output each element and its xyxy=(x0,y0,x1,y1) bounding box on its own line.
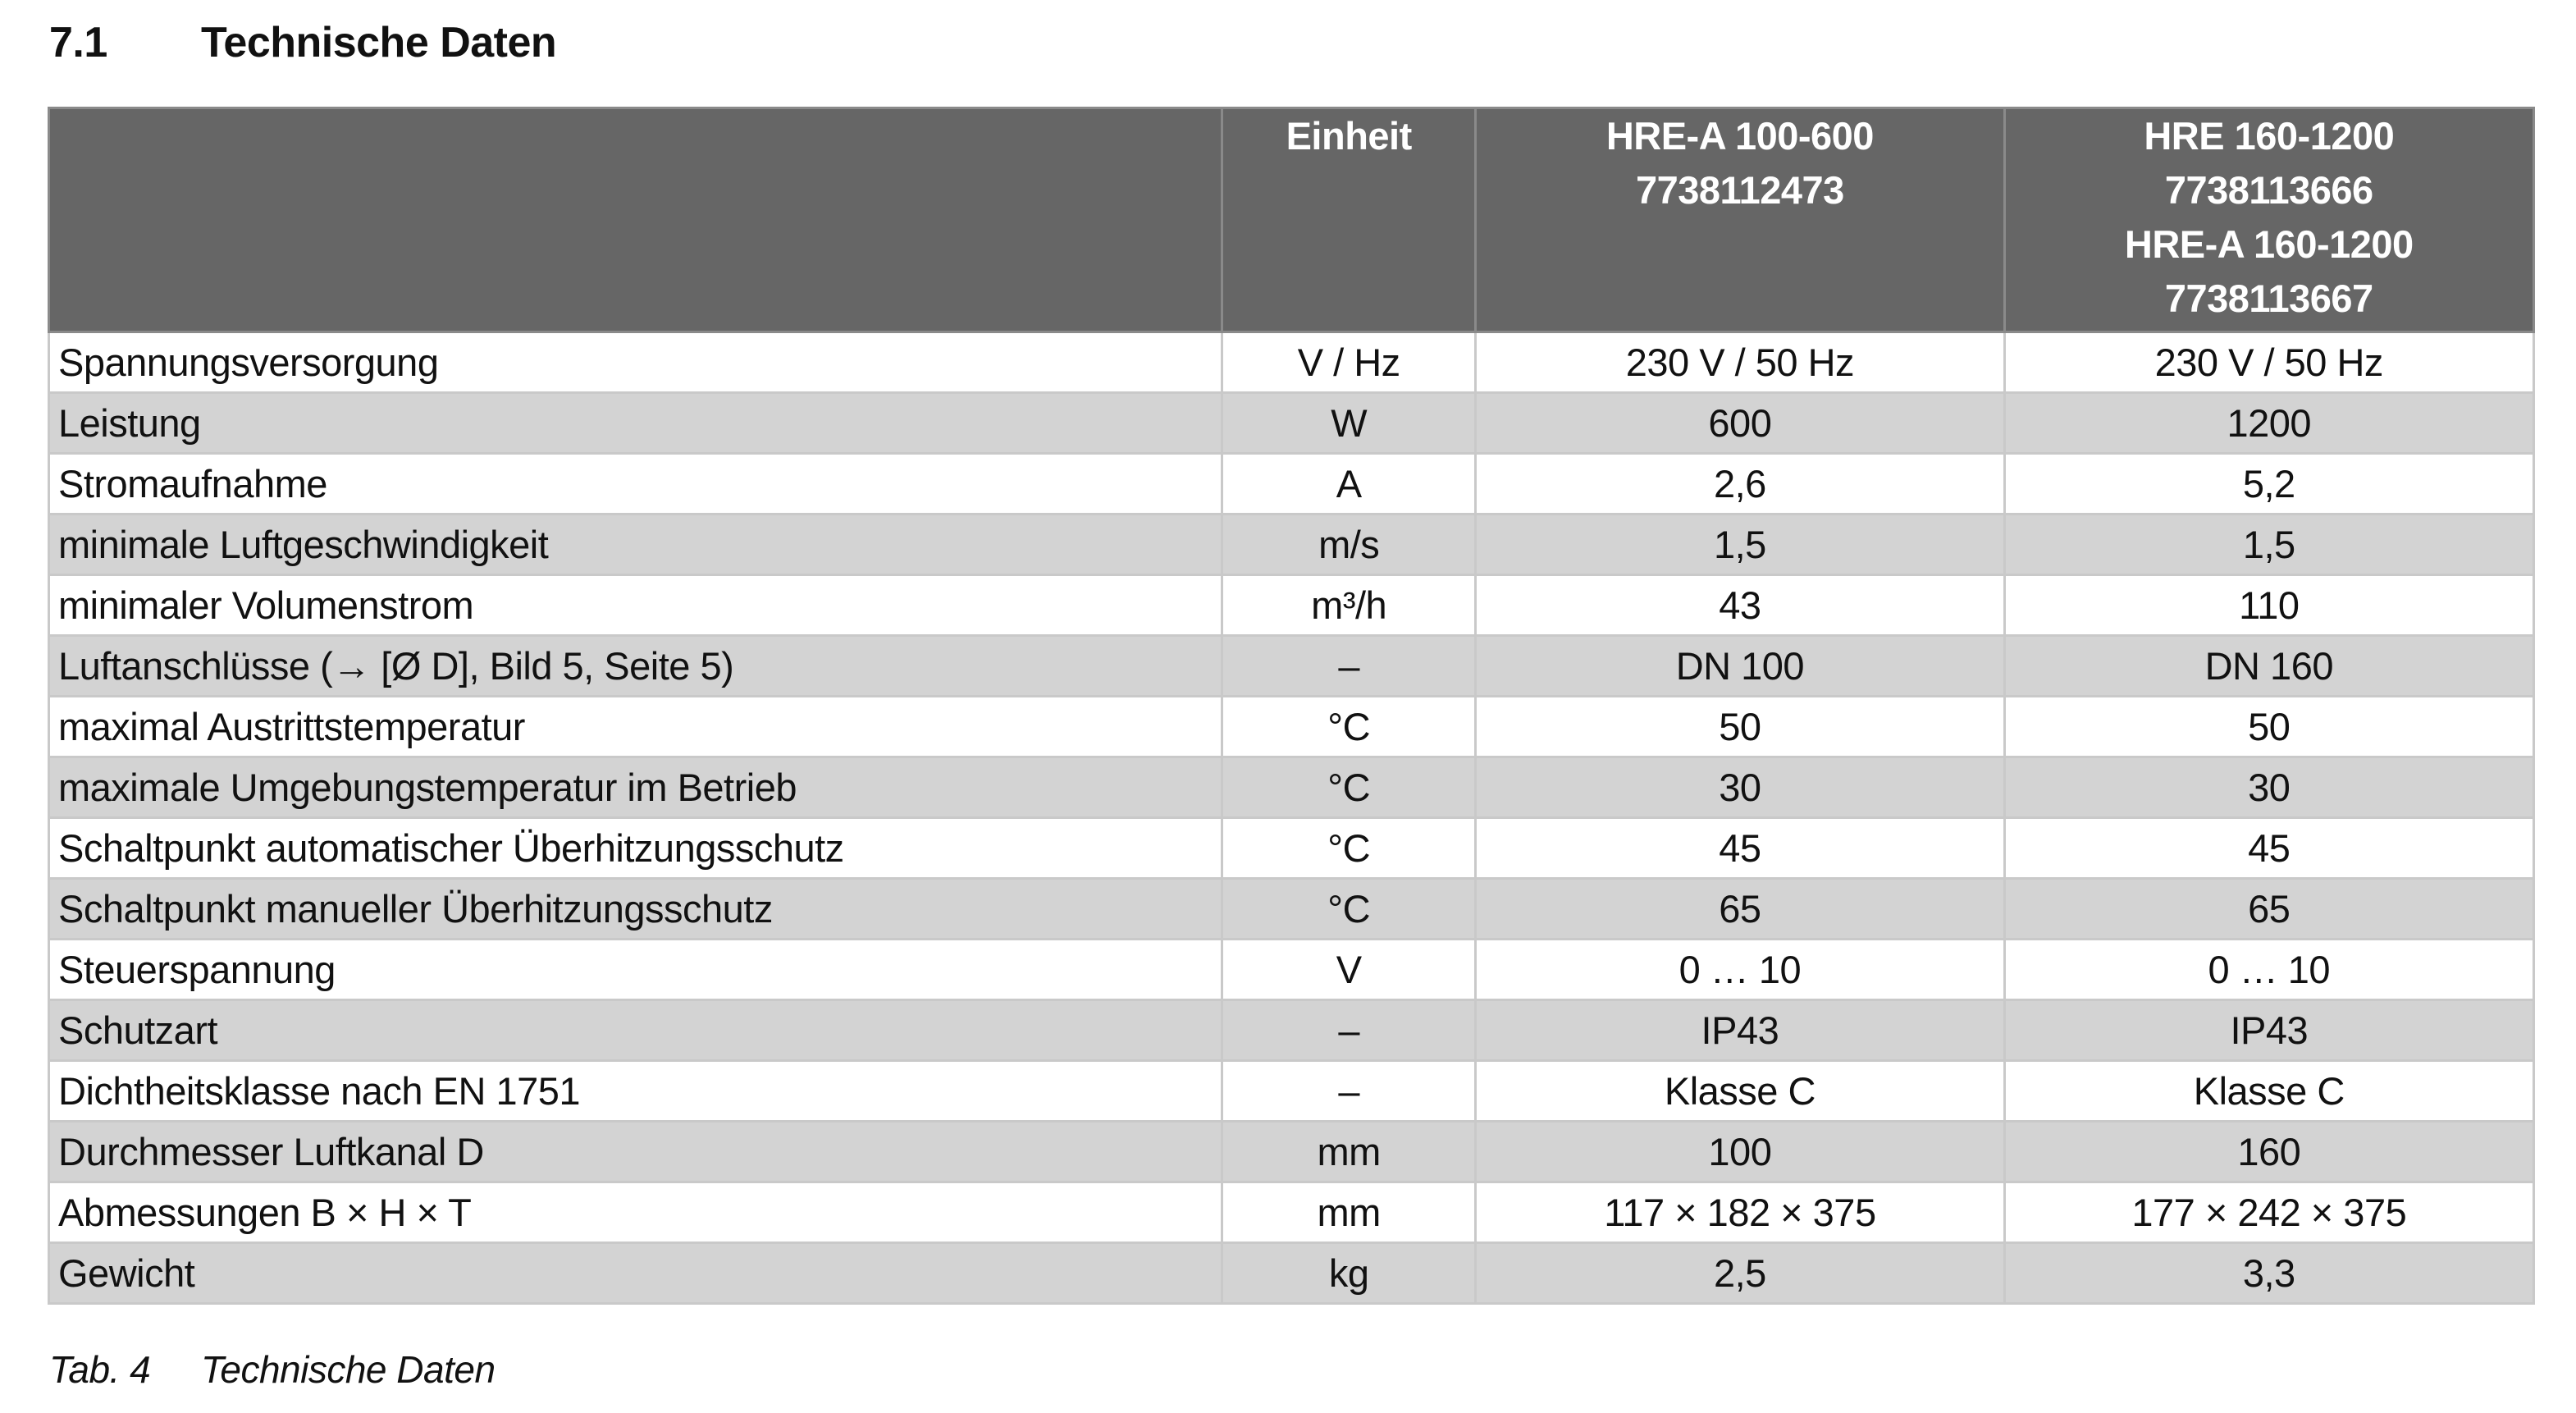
row-value-b: 0 … 10 xyxy=(2004,940,2533,1000)
row-unit: m³/h xyxy=(1222,575,1476,636)
header-model-b xyxy=(2004,108,2533,332)
row-unit: mm xyxy=(1222,1182,1476,1243)
table-header-row xyxy=(49,108,2534,332)
row-label: Luftanschlüsse (→ [Ø D], Bild 5, Seite 5) xyxy=(49,636,1222,697)
row-label: Leistung xyxy=(49,393,1222,454)
row-label: Steuerspannung xyxy=(49,940,1222,1000)
header-model-b-number-1: 7738113666 xyxy=(2164,168,2373,212)
row-value-b: 5,2 xyxy=(2004,454,2533,514)
row-unit: °C xyxy=(1222,697,1476,757)
row-value-a: 600 xyxy=(1476,393,2004,454)
row-value-b: DN 160 xyxy=(2004,636,2533,697)
row-unit: – xyxy=(1222,1000,1476,1061)
row-unit: °C xyxy=(1222,757,1476,818)
row-value-b: IP43 xyxy=(2004,1000,2533,1061)
caption-table-number: Tab. 4 xyxy=(49,1348,151,1391)
header-unit-text: Einheit xyxy=(1286,114,1412,158)
table-caption xyxy=(49,1347,496,1392)
row-value-a: 100 xyxy=(1476,1122,2004,1182)
row-unit: – xyxy=(1222,636,1476,697)
row-label: Schutzart xyxy=(49,1000,1222,1061)
table-row xyxy=(49,1000,2534,1061)
row-unit: °C xyxy=(1222,879,1476,940)
table-row xyxy=(49,1061,2534,1122)
technical-data-table xyxy=(48,107,2535,1305)
row-value-b: 110 xyxy=(2004,575,2533,636)
row-unit: mm xyxy=(1222,1122,1476,1182)
row-value-b: 1200 xyxy=(2004,393,2533,454)
row-value-b: 30 xyxy=(2004,757,2533,818)
row-value-b: 50 xyxy=(2004,697,2533,757)
row-unit: m/s xyxy=(1222,514,1476,575)
table-row xyxy=(49,636,2534,697)
table-row xyxy=(49,818,2534,879)
row-unit: V xyxy=(1222,940,1476,1000)
row-unit: V / Hz xyxy=(1222,332,1476,393)
section-title: Technische Daten xyxy=(201,19,557,66)
table-row xyxy=(49,879,2534,940)
row-label: Schaltpunkt manueller Überhitzungsschutz xyxy=(49,879,1222,940)
table-row xyxy=(49,1182,2534,1243)
row-unit: – xyxy=(1222,1061,1476,1122)
header-model-a xyxy=(1476,108,2004,332)
row-value-b: 45 xyxy=(2004,818,2533,879)
section-heading xyxy=(49,18,556,67)
row-label: Gewicht xyxy=(49,1243,1222,1304)
row-value-a: 30 xyxy=(1476,757,2004,818)
table-row xyxy=(49,454,2534,514)
row-value-a: 50 xyxy=(1476,697,2004,757)
row-value-a: 65 xyxy=(1476,879,2004,940)
row-value-b: 65 xyxy=(2004,879,2533,940)
row-value-a: 230 V / 50 Hz xyxy=(1476,332,2004,393)
row-label: Schaltpunkt automatischer Überhitzungsschutz xyxy=(49,818,1222,879)
header-unit xyxy=(1222,108,1476,332)
caption-text: Technische Daten xyxy=(201,1348,496,1391)
row-value-a: 0 … 10 xyxy=(1476,940,2004,1000)
header-label xyxy=(49,108,1222,332)
header-model-a-number: 7738112473 xyxy=(1635,168,1844,212)
row-label: Abmessungen B × H × T xyxy=(49,1182,1222,1243)
row-label: Stromaufnahme xyxy=(49,454,1222,514)
row-value-a: DN 100 xyxy=(1476,636,2004,697)
table-row xyxy=(49,514,2534,575)
table-row xyxy=(49,1243,2534,1304)
table-row xyxy=(49,575,2534,636)
row-unit: A xyxy=(1222,454,1476,514)
table-row xyxy=(49,1122,2534,1182)
row-value-a: 43 xyxy=(1476,575,2004,636)
row-label: minimale Luftgeschwindigkeit xyxy=(49,514,1222,575)
row-unit: °C xyxy=(1222,818,1476,879)
row-value-a: 117 × 182 × 375 xyxy=(1476,1182,2004,1243)
row-label: Durchmesser Luftkanal D xyxy=(49,1122,1222,1182)
row-unit: W xyxy=(1222,393,1476,454)
table-row xyxy=(49,393,2534,454)
header-model-a-name: HRE-A 100-600 xyxy=(1605,114,1874,158)
row-value-b: 3,3 xyxy=(2004,1243,2533,1304)
table-row xyxy=(49,697,2534,757)
row-label: maximale Umgebungstemperatur im Betrieb xyxy=(49,757,1222,818)
table-row xyxy=(49,757,2534,818)
row-value-b: 177 × 242 × 375 xyxy=(2004,1182,2533,1243)
row-label: minimaler Volumenstrom xyxy=(49,575,1222,636)
header-model-b-name-1: HRE 160-1200 xyxy=(2144,114,2395,158)
row-label: Dichtheitsklasse nach EN 1751 xyxy=(49,1061,1222,1122)
row-label: Spannungsversorgung xyxy=(49,332,1222,393)
row-value-a: 2,6 xyxy=(1476,454,2004,514)
table-row xyxy=(49,940,2534,1000)
row-value-a: IP43 xyxy=(1476,1000,2004,1061)
row-value-a: 2,5 xyxy=(1476,1243,2004,1304)
section-number: 7.1 xyxy=(49,19,107,66)
row-label: maximal Austrittstemperatur xyxy=(49,697,1222,757)
row-value-a: 45 xyxy=(1476,818,2004,879)
table-row xyxy=(49,332,2534,393)
row-value-b: Klasse C xyxy=(2004,1061,2533,1122)
row-value-a: Klasse C xyxy=(1476,1061,2004,1122)
row-value-b: 160 xyxy=(2004,1122,2533,1182)
header-model-b-name-2: HRE-A 160-1200 xyxy=(2124,222,2414,266)
row-unit: kg xyxy=(1222,1243,1476,1304)
header-model-b-number-2: 7738113667 xyxy=(2164,277,2373,320)
row-value-a: 1,5 xyxy=(1476,514,2004,575)
row-value-b: 230 V / 50 Hz xyxy=(2004,332,2533,393)
row-value-b: 1,5 xyxy=(2004,514,2533,575)
